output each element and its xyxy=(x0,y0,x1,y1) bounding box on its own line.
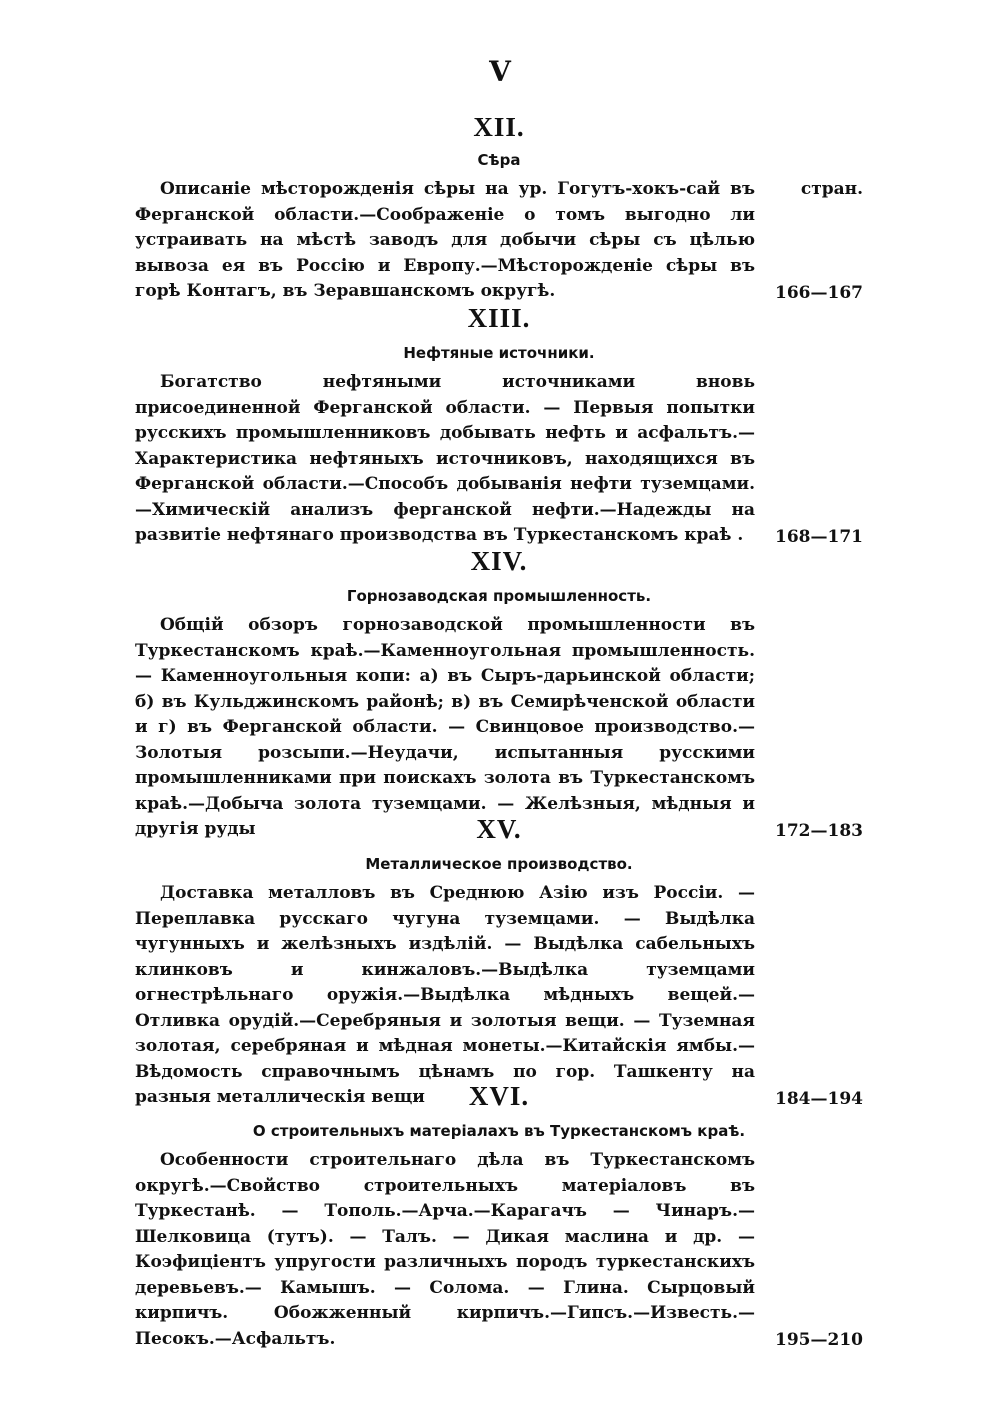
section-title: Горнозаводская промышленность. xyxy=(346,587,652,605)
toc-entry xyxy=(135,881,863,1111)
section-xii xyxy=(135,112,863,305)
section-description: Описаніе мѣсторожденія сѣры на ур. Гогутъ-хокъ-сай въ Ферганской области.—Соображеніе о томъ выгодно ли устраивать на мѣстѣ заводъ для добычи сѣры съ цѣлью вывоза ея въ Россію и Европу.—Мѣсторожденіе сѣры въ горѣ Контагъ, въ Зеравшанскомъ округѣ. xyxy=(135,179,755,301)
section-description: Богатство нефтяными источниками вновь присоединенной Ферганской области. — Первыя попытки русскихъ промышленниковъ добывать нефть и асфальтъ.—Характеристика нефтяныхъ источниковъ, находящихся въ Ферганской области.—Способъ добыванія нефти туземцами.—Химическій анализъ ферганской нефти.—Надежды на развитіе нефтянаго производства въ Туркестанскомъ краѣ . xyxy=(135,372,755,545)
toc-entry xyxy=(135,177,863,305)
section-xv xyxy=(135,814,863,1111)
page-range: 166—167 xyxy=(775,282,863,303)
toc-entry xyxy=(135,370,863,549)
section-description: Общій обзоръ горнозаводской промышленности въ Туркестанскомъ краѣ.—Каменноугольная промышленность. — Каменноугольныя копи: а) въ Сыръ-дарьинской области; б) въ Кульджинскомъ районѣ; в) въ Семирѣченской области и г) въ Ферганской области. — Свинцовое производство.—Золотыя розсыпи.—Неудачи, испытанныя русскими промышленниками при поискахъ золота въ Туркестанскомъ краѣ.—Добыча золота туземцами. — Желѣзныя, мѣдныя и другія руды xyxy=(135,615,755,839)
section-description: Особенности строительнаго дѣла въ Туркестанскомъ округѣ.—Свойство строительныхъ матеріаловъ въ Туркестанѣ. — Тополь.—Арча.—Карагачъ — Чинаръ.—Шелковица (тутъ). — Талъ. — Дикая маслина и др. — Коэфиціентъ упругости различныхъ породъ туркестанскихъ деревьевъ.— Камышъ. — Солома. — Глина. Сырцовый кирпичъ. Обожженный кирпичъ.—Гипсъ.—Известь.—Песокъ.—Асфальтъ. xyxy=(135,1150,755,1349)
page-number: V xyxy=(489,55,511,88)
page-range: 168—171 xyxy=(775,526,863,547)
toc-entry xyxy=(135,1148,863,1352)
page-range: 172—183 xyxy=(775,820,863,841)
section-description: Доставка металловъ въ Среднюю Азію изъ Россіи. — Переплавка русскаго чугуна туземцами. — Выдѣлка чугунныхъ и желѣзныхъ издѣлій. — Выдѣлка сабельныхъ клинковъ и кинжаловъ.—Выдѣлка туземцами огнестрѣльнаго оружія.—Выдѣлка мѣдныхъ вещей.—Отливка орудій.—Серебряныя и золотыя вещи. — Туземная золотая, серебряная и мѣдная монеты.—Китайскія ямбы.—Вѣдомость справочнымъ цѣнамъ по гор. Ташкенту на разныя металлическія вещи xyxy=(135,883,755,1107)
section-xvi xyxy=(135,1081,863,1352)
section-numeral: XIV. xyxy=(470,546,528,576)
section-xiii xyxy=(135,303,863,549)
section-title: Сѣра xyxy=(477,151,521,169)
page-range: 195—210 xyxy=(775,1330,863,1350)
section-numeral: XV. xyxy=(476,814,522,844)
page-label: стран. xyxy=(800,179,863,199)
section-title: О строительныхъ матеріалахъ въ Туркестанскомъ краѣ. xyxy=(252,1122,746,1140)
section-title: Нефтяные источники. xyxy=(403,344,595,362)
section-numeral: XII. xyxy=(473,112,525,142)
section-title: Металлическое производство. xyxy=(365,855,633,873)
section-numeral: XVI. xyxy=(468,1081,530,1111)
page-range: 184—194 xyxy=(775,1088,863,1109)
section-xiv xyxy=(135,546,863,843)
section-numeral: XIII. xyxy=(467,303,531,333)
toc-entry xyxy=(135,613,863,843)
